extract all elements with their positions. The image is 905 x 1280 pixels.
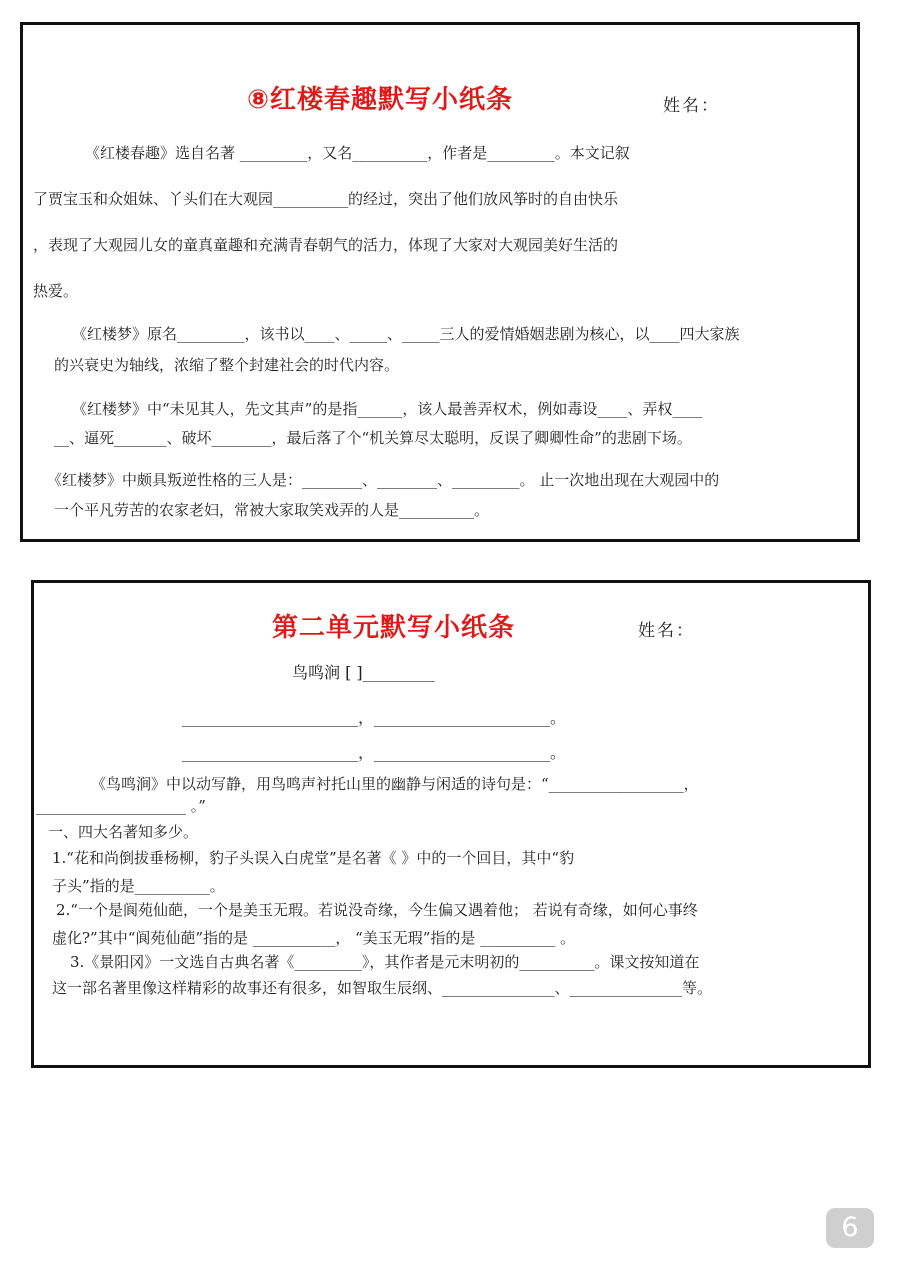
page-number-badge: 6 <box>826 1208 874 1248</box>
text-line: 《红楼梦》中“未见其人，先文其声”的是指______，该人最善弄权术，例如毒设____、弄权____ <box>72 400 703 418</box>
text-line: 子头”指的是__________。 <box>52 877 225 895</box>
text-line: 的兴衰史为轴线，浓缩了整个封建社会的时代内容。 <box>54 356 400 374</box>
text-line: 《红楼春趣》选自名著 _________，又名__________，作者是_________。本文记叙 <box>85 144 630 162</box>
text-line: 一个平凡劳苦的农家老妇，常被大家取笑戏弄的人是__________。 <box>54 501 490 519</box>
text-line: 了贾宝玉和众姐妹、丫头们在大观园__________的经过，突出了他们放风筝时的自由快乐 <box>33 190 619 208</box>
dictation-card-honglou <box>20 22 860 542</box>
text-line: 虚化?”其中“阆苑仙葩”指的是 ___________， “美玉无瑕”指的是 __________ 。 <box>52 929 575 947</box>
dictation-card-unit2 <box>31 580 871 1068</box>
text-line: 《红楼梦》原名_________，该书以____、_____、_____三人的爱情婚姻悲剧为核心，以____四大家族 <box>72 325 740 343</box>
text-line: ，表现了大观园儿女的童真童趣和充满青春朝气的活力，体现了大家对大观园美好生活的 <box>33 236 619 254</box>
name-label: 姓名： <box>663 96 720 116</box>
poem-line: ______________________，______________________。 <box>182 743 567 762</box>
poem-heading: 鸟鸣涧 [ ]_________ <box>292 663 435 682</box>
card-title: 第二单元默写小纸条 <box>272 613 516 643</box>
text-line: 1.“花和尚倒拔垂杨柳，豹子头误入白虎堂”是名著《 》中的一个回目，其中“豹 <box>52 849 575 867</box>
text-line: 3.《景阳冈》一文选自古典名著《_________》，其作者是元末明初的__________。课文按知道在 <box>70 953 700 971</box>
text-line: ____________________ 。” <box>36 797 206 815</box>
text-line: 这一部名著里像这样精彩的故事还有很多，如智取生辰纲、_______________、_______________等。 <box>52 979 713 997</box>
text-line: 热爱。 <box>33 282 79 300</box>
name-label: 姓名： <box>638 621 695 641</box>
text-line: 《红楼梦》中颇具叛逆性格的三人是：________、________、_________。 止一次地出现在大观园中的 <box>47 471 720 489</box>
text-line: __、逼死_______、破坏________，最后落了个“机关算尽太聪明，反误了卿卿性命”的悲剧下场。 <box>54 429 692 447</box>
card-title: ⑧红楼春趣默写小纸条 <box>247 85 514 115</box>
section-heading: 一、四大名著知多少。 <box>48 823 199 841</box>
text-line: 《鸟鸣涧》中以动写静，用鸟鸣声衬托山里的幽静与闲适的诗句是：“__________________， <box>91 775 699 793</box>
poem-line: ______________________，______________________。 <box>182 708 567 727</box>
text-line: 2.“一个是阆苑仙葩，一个是美玉无瑕。若说没奇缘，今生偏又遇着他； 若说有奇缘，如何心事终 <box>56 901 698 919</box>
